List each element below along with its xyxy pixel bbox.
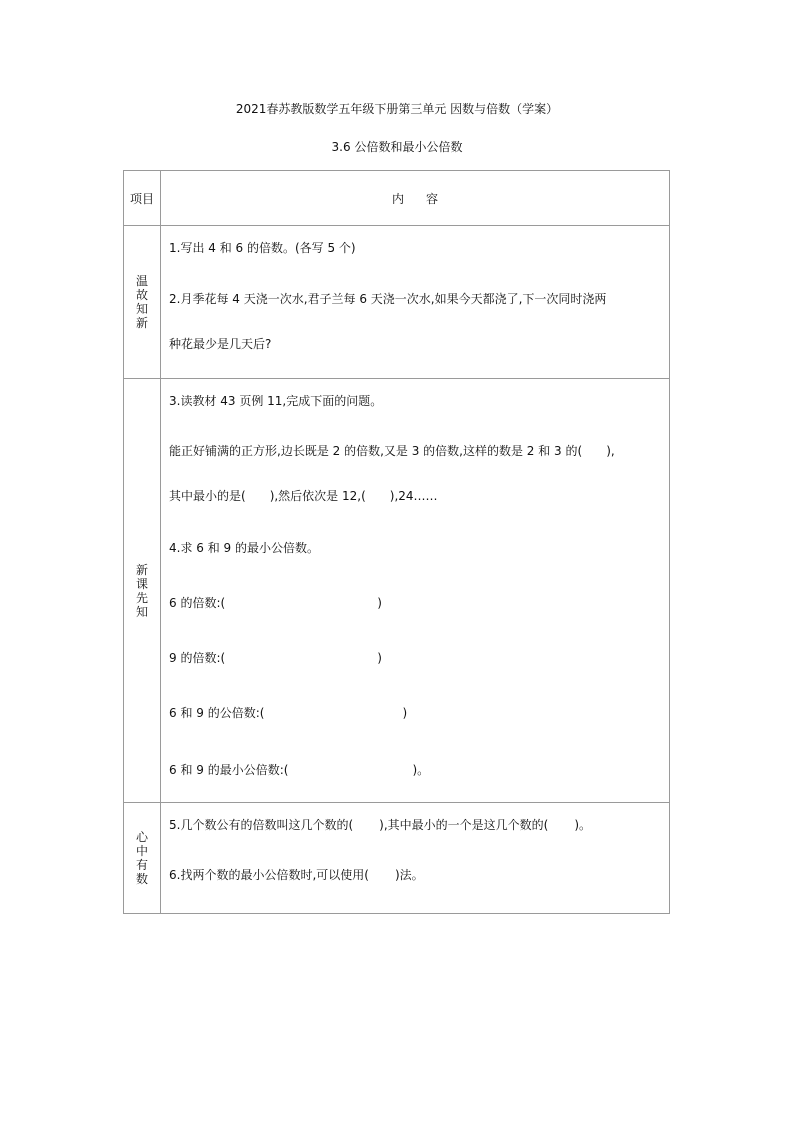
section-summary-label: 心中有数	[135, 830, 148, 886]
question-3-fill-b: 其中最小的是( ),然后依次是 12,( ),24……	[169, 489, 438, 503]
question-2-line-1: 2.月季花每 4 天浇一次水,君子兰每 6 天浇一次水,如果今天都浇了,下一次同时浇两	[169, 292, 607, 306]
header-item-cell	[124, 171, 161, 226]
section-new-row	[124, 379, 670, 803]
document-title: 2021春苏教版数学五年级下册第三单元 因数与倍数（学案）	[235, 102, 559, 116]
header-content-cell	[161, 171, 670, 226]
multiples-of-9: 9 的倍数:( )	[169, 651, 382, 665]
header-item-label: 项目	[129, 191, 154, 206]
question-6: 6.找两个数的最小公倍数时,可以使用( )法。	[169, 868, 424, 882]
question-5: 5.几个数公有的倍数叫这几个数的( ),其中最小的一个是这几个数的( )。	[169, 818, 592, 832]
question-4: 4.求 6 和 9 的最小公倍数。	[169, 541, 319, 555]
section-review-content	[161, 226, 670, 379]
lesson-table	[123, 170, 670, 914]
multiples-of-6: 6 的倍数:( )	[169, 596, 382, 610]
section-summary-label-cell	[124, 803, 161, 914]
section-review-label-cell	[124, 226, 161, 379]
question-1: 1.写出 4 和 6 的倍数。(各写 5 个)	[169, 241, 356, 255]
section-review-label: 温故知新	[135, 274, 148, 330]
table-header-row	[124, 171, 670, 226]
section-summary-content	[161, 803, 670, 914]
least-common-multiple: 6 和 9 的最小公倍数:( )。	[169, 763, 430, 777]
section-new-label-cell	[124, 379, 161, 803]
lesson-subtitle: 3.6 公倍数和最小公倍数	[331, 140, 463, 154]
question-3-fill-a: 能正好铺满的正方形,边长既是 2 的倍数,又是 3 的倍数,这样的数是 2 和 3 的( ),	[169, 444, 615, 458]
section-new-label: 新课先知	[135, 562, 148, 619]
question-2-line-2: 种花最少是几天后?	[169, 337, 272, 351]
common-multiples: 6 和 9 的公倍数:( )	[169, 706, 408, 720]
question-3: 3.读教材 43 页例 11,完成下面的问题。	[169, 394, 383, 408]
header-content-label: 内 容	[391, 191, 439, 206]
section-new-content	[161, 379, 670, 803]
section-summary-row	[124, 803, 670, 914]
section-review-row	[124, 226, 670, 379]
